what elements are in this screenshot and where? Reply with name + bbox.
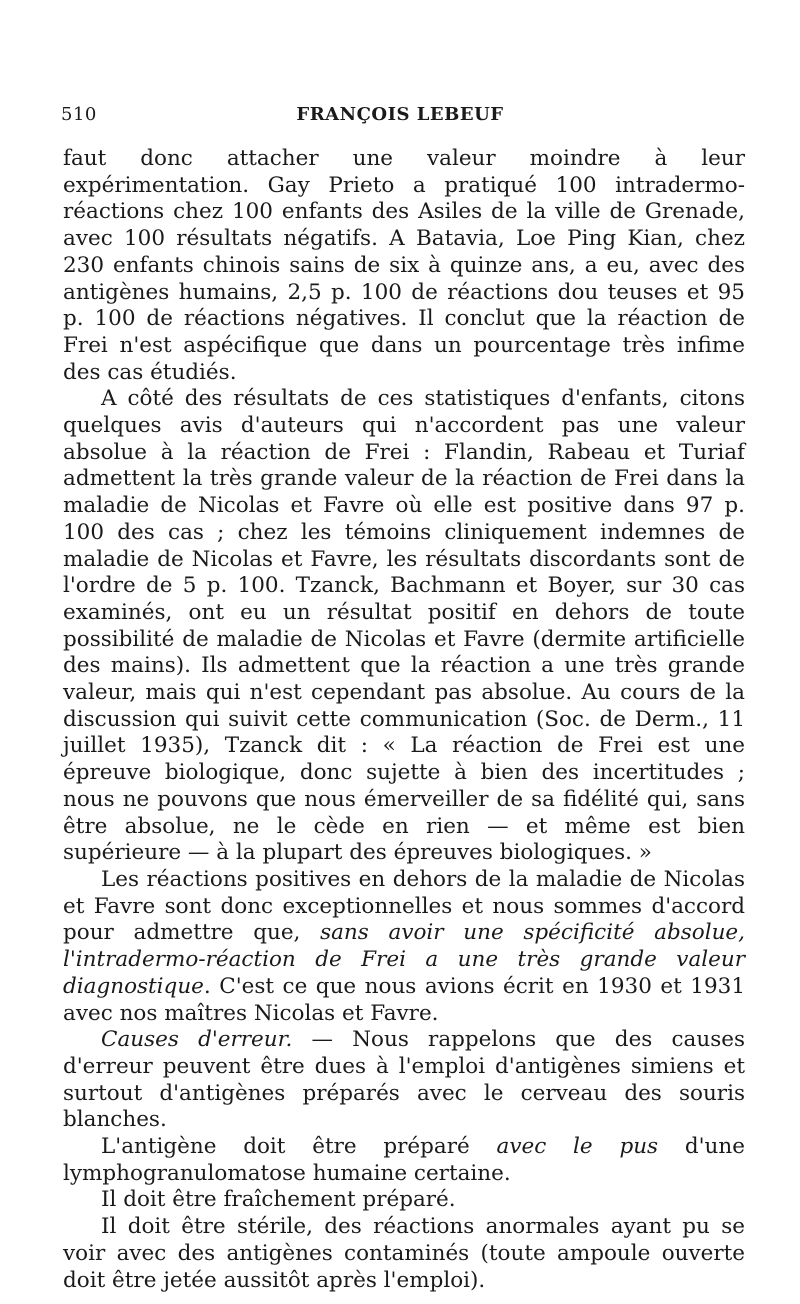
paragraph-3-lead: Les réactions positives en dehors de la maladie de Nicolas et Favre sont donc exceptionnelles et nous sommes d'accord pour admettre que,: [63, 866, 745, 946]
paragraph-5-italic: avec le pus: [496, 1134, 659, 1160]
paragraph-5: [63, 1134, 745, 1187]
paragraph-3-italic: sans avoir une spécificité absolue, l'intradermo-réaction de Frei a une très grande valeur diagnostique: [63, 920, 745, 999]
page-number: 510: [61, 104, 97, 125]
paragraph-5-lead: L'antigène doit être préparé: [101, 1134, 497, 1160]
paragraph-5-tail: d'une lymphogranulomatose humaine certaine.: [63, 1134, 745, 1186]
paragraph-6: Il doit être fraîchement préparé.: [101, 1187, 456, 1213]
paragraph-1: faut donc attacher une valeur moindre à leur expérimentation. Gay Prieto a pratiqué 100 intradermo-réactions chez 100 enfants des Asiles de la ville de Grenade, avec 100 résultats négatifs. A Batavia, Loe Ping Kian, chez 230 enfants chinois sains de six à quinze ans, a eu, avec des antigènes humains, 2,5 p. 100 de réactions dou teuses et 95 p. 100 de réactions négatives. Il conclut que la réaction de Frei n'est aspécifique que dans un pourcentage très infime des cas étudiés.: [63, 146, 745, 385]
paragraph-3-tail: . C'est ce que nous avions écrit en 1930 et 1931 avec nos maîtres Nicolas et Favre.: [63, 973, 745, 1026]
paragraph-4: [63, 1027, 745, 1134]
paragraph-2: A côté des résultats de ces statistiques d'enfants, citons quelques avis d'auteurs qui n'accordent pas une valeur absolue à la réaction de Frei : Flandin, Rabeau et Turiaf admettent la très grande valeur de la réaction de Frei dans la maladie de Nicolas et Favre où elle est positive dans 97 p. 100 des cas ; chez les témoins cliniquement indemnes de maladie de Nicolas et Favre, les résultats discordants sont de l'ordre de 5 p. 100. Tzanck, Bachmann et Boyer, sur 30 cas examinés, ont eu un résultat positif en dehors de toute possibilité de maladie de Nicolas et Favre (dermite artificielle des mains). Ils admettent que la réaction a une très grande valeur, mais qui n'est cependant pas absolue. Au cours de la discussion qui suivit cette communication (Soc. de Derm., 11 juillet 1935), Tzanck dit : « La réaction de Frei est une épreuve biologique, donc sujette à bien des incertitudes ; nous ne pouvons que nous émerveiller de sa fidélité qui, sans être absolue, ne le cède en rien — et même est bien supérieure — à la plupart des épreuves biologiques. »: [63, 386, 745, 866]
paragraph-3: [63, 867, 745, 1027]
running-head: FRANÇOIS LEBEUF: [296, 104, 504, 125]
section-heading-causes-erreur: Causes d'erreur.: [101, 1027, 293, 1053]
paragraph-7: Il doit être stérile, des réactions anormales ayant pu se voir avec des antigènes contaminés (toute ampoule ouverte doit être jetée aussitôt après l'emploi).: [63, 1214, 745, 1293]
paragraph-4-tail: — Nous rappelons que des causes d'erreur peuvent être dues à l'emploi d'antigènes simiens et surtout d'antigènes préparés avec le cerveau des souris blanches.: [63, 1027, 746, 1133]
body-text: [63, 146, 745, 1294]
